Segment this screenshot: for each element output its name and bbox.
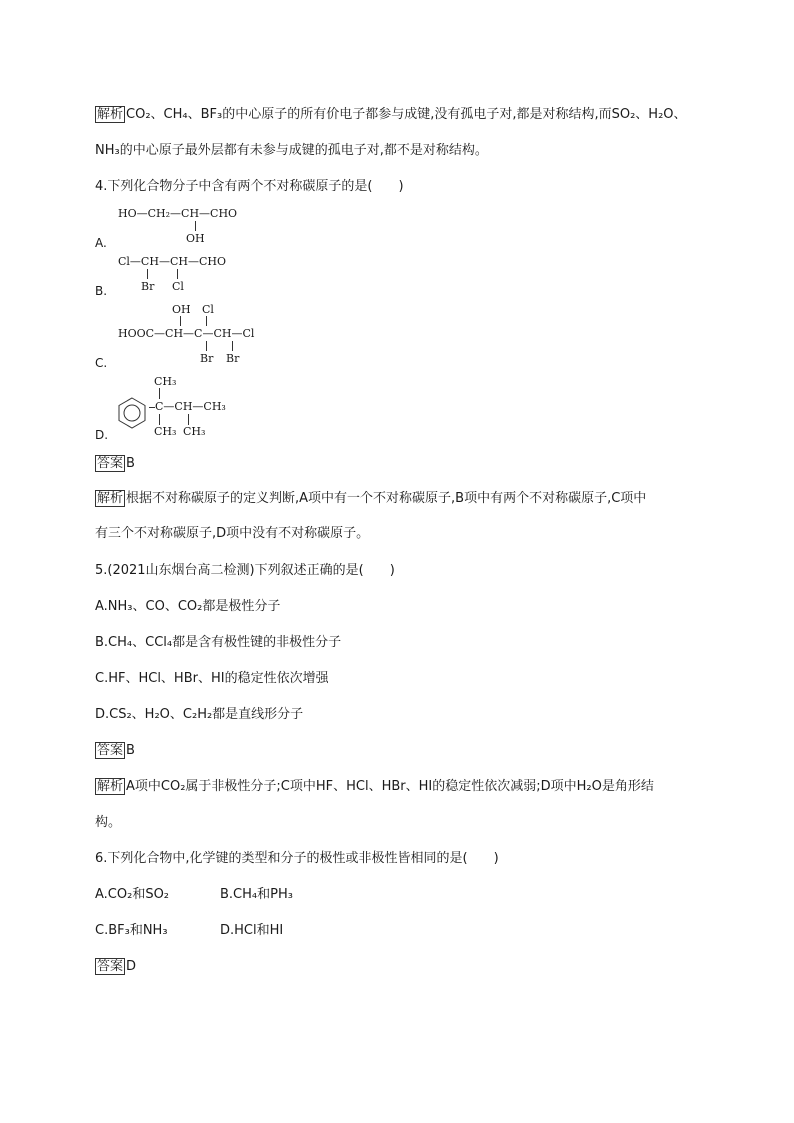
struct-d-main: C—CH—CH₃ (155, 400, 226, 413)
q5-option-d: D.CS₂、H₂O、C₂H₂都是直线形分子 (95, 707, 304, 722)
struct-d-top: CH₃ (154, 375, 177, 388)
q5-explanation-text1: A项中CO₂属于非极性分子;C项中HF、HCl、HBr、HI的稳定性依次减弱;D项中H₂O是角形结 (126, 779, 654, 794)
struct-d-bond-bot2 (188, 414, 189, 425)
q5-option-b: B.CH₄、CCl₄都是含有极性键的非极性分子 (95, 635, 342, 650)
q4-explanation-line2: 有三个不对称碳原子,D项中没有不对称碳原子。 (95, 526, 370, 541)
q3-explanation-text1: CO₂、CH₄、BF₃的中心原子的所有价电子都参与成键,没有孤电子对,都是对称结构,而SO₂、H₂O、 (126, 107, 687, 122)
answer-tag: 答案 (97, 456, 124, 471)
struct-b-bond2 (177, 269, 178, 279)
q5-answer (95, 742, 135, 760)
q4-explanation-text1: 根据不对称碳原子的定义判断,A项中有一个不对称碳原子,B项中有两个不对称碳原子,C项中 (126, 491, 647, 506)
q6-option-d: D.HCl和HI (220, 923, 284, 938)
q3-explanation-line2: NH₃的中心原子最外层都有未参与成键的孤电子对,都不是对称结构。 (95, 143, 488, 158)
struct-c-bot2: Br (226, 352, 240, 365)
struct-c-top2: Cl (202, 303, 214, 316)
q4-answer (95, 455, 135, 473)
q4-stem: 4.下列化合物分子中含有两个不对称碳原子的是( ) (95, 179, 404, 194)
struct-a-main: HO—CH₂—CH—CHO (118, 207, 238, 220)
struct-c-bond-top2 (206, 316, 207, 326)
explanation-tag: 解析 (97, 779, 124, 794)
struct-c-main: HOOC—CH—C—CH—Cl (118, 327, 255, 340)
q3-explanation-line1 (95, 106, 687, 124)
struct-b-sub1: Br (141, 280, 155, 293)
q5-answer-value: B (126, 743, 135, 758)
struct-b-sub2: Cl (172, 280, 184, 293)
q5-option-c: C.HF、HCl、HBr、HI的稳定性依次增强 (95, 671, 329, 686)
struct-c-bond-bot1 (206, 341, 207, 351)
struct-b-main: Cl—CH—CH—CHO (118, 255, 226, 268)
q4-option-b: B. (95, 284, 108, 298)
struct-d-bot2: CH₃ (183, 425, 206, 438)
struct-a-sub: OH (186, 232, 205, 245)
q5-explanation-line1 (95, 778, 654, 796)
q6-stem: 6.下列化合物中,化学键的类型和分子的极性或非极性皆相同的是( ) (95, 851, 499, 866)
struct-d-bot1: CH₃ (154, 425, 177, 438)
q6-answer (95, 958, 136, 976)
q4-explanation-line1 (95, 490, 646, 508)
struct-c-top1: OH (172, 303, 191, 316)
struct-c-bond-bot2 (232, 341, 233, 351)
q6-option-a: A.CO₂和SO₂ (95, 887, 170, 902)
struct-d-bond-top (159, 388, 160, 399)
benzene-ring-icon (115, 396, 149, 430)
struct-a-bond (195, 221, 196, 231)
q6-option-b: B.CH₄和PH₃ (220, 887, 293, 902)
struct-c-bot1: Br (200, 352, 214, 365)
q5-explanation-line2: 构。 (95, 815, 122, 830)
q4-option-a: A. (95, 236, 107, 250)
q5-option-a: A.NH₃、CO、CO₂都是极性分子 (95, 599, 281, 614)
q6-option-c: C.BF₃和NH₃ (95, 923, 168, 938)
q4-option-c: C. (95, 356, 108, 370)
q4-option-d: D. (95, 428, 109, 442)
struct-d-bond-bot1 (159, 414, 160, 425)
struct-b-bond1 (147, 269, 148, 279)
explanation-tag: 解析 (97, 107, 124, 122)
q6-answer-value: D (126, 959, 137, 974)
q5-stem: 5.(2021山东烟台高二检测)下列叙述正确的是( ) (95, 563, 395, 578)
explanation-tag: 解析 (97, 491, 124, 506)
answer-tag: 答案 (97, 959, 124, 974)
struct-c-bond-top1 (180, 316, 181, 326)
q4-answer-value: B (126, 456, 135, 471)
answer-tag: 答案 (97, 743, 124, 758)
